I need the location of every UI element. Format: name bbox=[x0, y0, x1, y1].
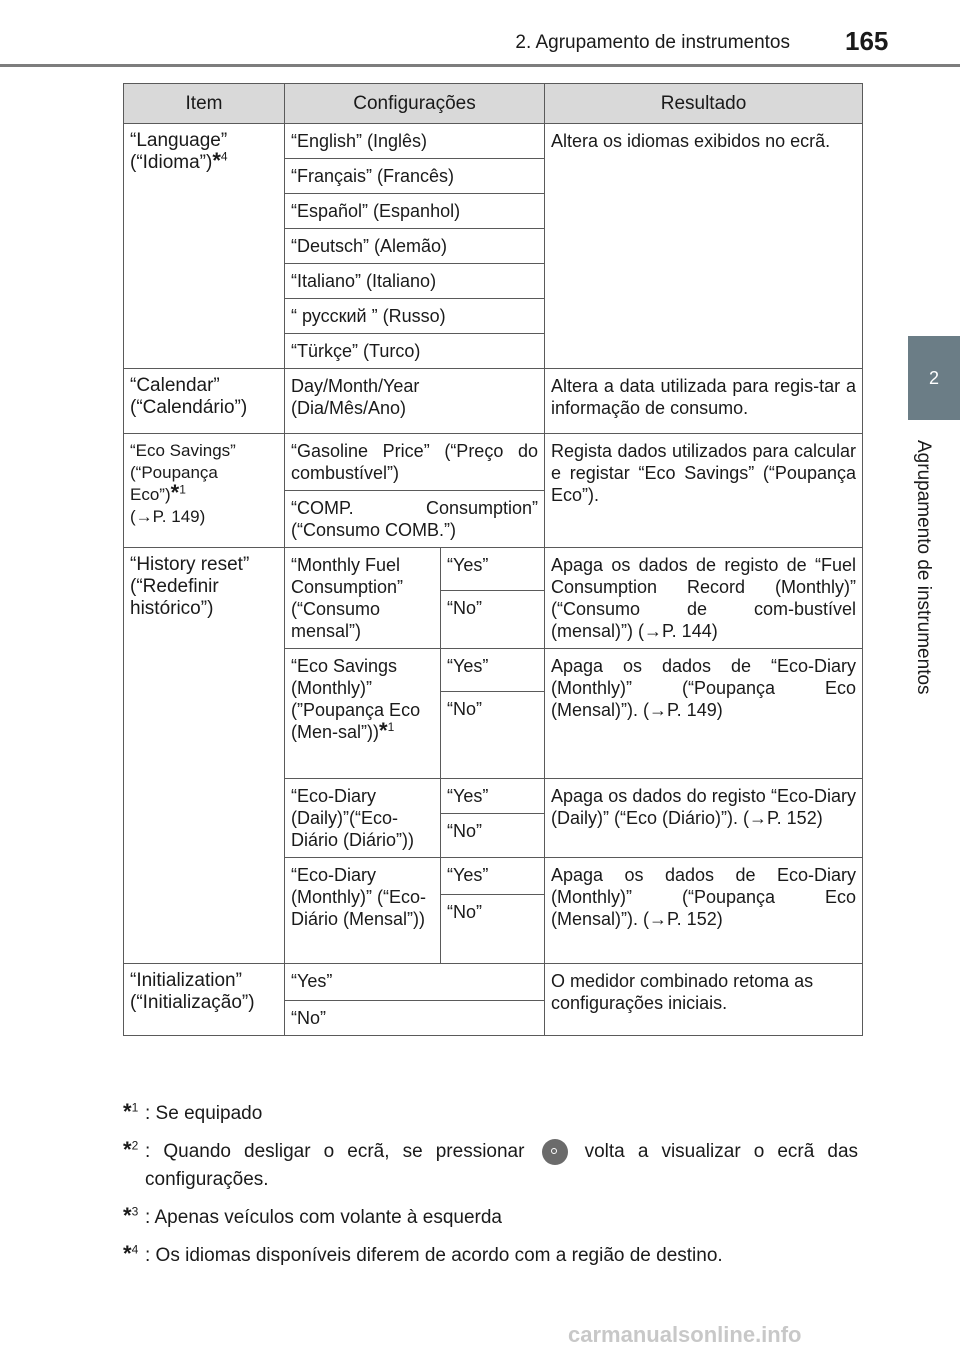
item-eco-savings bbox=[124, 434, 285, 548]
history-setting: “Monthly Fuel Consumption” (“Consumo mensal”) bbox=[285, 548, 441, 649]
language-option: “Türkçe” (Turco) bbox=[285, 334, 545, 369]
footnote-text: : Apenas veículos com volante à esquerda bbox=[145, 1207, 503, 1228]
display-button-icon bbox=[542, 1139, 568, 1165]
history-setting: “Eco-Diary (Monthly)” (“Eco-Diário (Mensal”)) bbox=[285, 858, 441, 964]
page-reference: (→P. 149) bbox=[130, 507, 206, 526]
item-history-reset: “History reset” (“Redefinir histórico”) bbox=[124, 548, 285, 964]
watermark: carmanualsonline.info bbox=[568, 1322, 802, 1347]
option-yes: “Yes” bbox=[441, 548, 545, 591]
chapter-label: Agrupamento de instrumentos bbox=[913, 440, 934, 695]
history-result: Apaga os dados do registo “Eco-Diary (Daily)” (“Eco (Diário)”). (→P. 152) bbox=[545, 779, 863, 858]
history-result: Apaga os dados de registo de “Fuel Consumption Record (Monthly)” (“Consumo de com-bustível (mensal)”) (→P. 144) bbox=[545, 548, 863, 649]
option-no: “No” bbox=[441, 814, 545, 858]
item-initialization: “Initialization” (“Initialização”) bbox=[124, 964, 285, 1036]
chapter-tab bbox=[908, 336, 960, 420]
result-initialization: O medidor combinado retoma as configurações iniciais. bbox=[545, 964, 863, 1036]
header-divider bbox=[0, 64, 960, 67]
footnote-marker: *$^2$ bbox=[123, 1137, 139, 1162]
footnote-marker: *$^1$ bbox=[123, 1099, 139, 1124]
table-row bbox=[124, 434, 863, 491]
option-no: “No” bbox=[441, 591, 545, 649]
table-header-row bbox=[124, 84, 863, 124]
eco-setting: “COMP. Consumption” (“Consumo COMB.”) bbox=[285, 491, 545, 548]
footnote-text: : Se equipado bbox=[145, 1103, 263, 1124]
page-number: 165 bbox=[845, 26, 889, 56]
chapter-number: 2 bbox=[928, 367, 939, 388]
footnote-asterisk: * bbox=[212, 148, 221, 173]
footnote-text: : Os idiomas disponíveis diferem de acordo com a região de destino. bbox=[145, 1245, 723, 1266]
running-header-title: 2. Agrupamento de instrumentos bbox=[515, 32, 790, 53]
item-language bbox=[124, 124, 285, 369]
settings-table bbox=[123, 83, 863, 1036]
footnote-asterisk: * bbox=[170, 480, 180, 505]
footnote-text: : Quando desligar o ecrã, se pressionar bbox=[145, 1141, 525, 1162]
footnote-number: 4 bbox=[220, 149, 228, 164]
setting-label: “Eco Savings (Monthly)” (”Poupança Eco (Men-sal”)) bbox=[291, 656, 421, 742]
language-option: “ русский ” (Russo) bbox=[285, 299, 545, 334]
history-result: Apaga os dados de “Eco-Diary (Monthly)” (“Poupança Eco (Mensal)”). (→P. 149) bbox=[545, 649, 863, 779]
option-yes: “Yes” bbox=[441, 779, 545, 814]
footnote-marker: *$^4$ bbox=[123, 1241, 139, 1266]
footnote-number: 1 bbox=[179, 482, 186, 497]
column-header-settings: Configurações bbox=[285, 84, 545, 124]
column-header-result: Resultado bbox=[545, 84, 863, 124]
history-setting bbox=[285, 649, 441, 779]
item-label: “Eco Savings” (“Poupança Eco”) bbox=[130, 441, 236, 504]
language-option: “Français” (Francês) bbox=[285, 159, 545, 194]
table-row bbox=[124, 124, 863, 159]
footnote-number: 1 bbox=[387, 720, 395, 734]
item-calendar: “Calendar” (“Calendário”) bbox=[124, 369, 285, 434]
calendar-setting: Day/Month/Year (Dia/Mês/Ano) bbox=[285, 369, 545, 434]
footnote-marker: *$^3$ bbox=[123, 1203, 139, 1228]
table-row bbox=[124, 369, 863, 434]
footnote-4 bbox=[123, 1242, 858, 1270]
history-result: Apaga os dados de Eco-Diary (Monthly)” (“Poupança Eco (Mensal)”). (→P. 152) bbox=[545, 858, 863, 964]
option-yes: “Yes” bbox=[285, 964, 545, 1001]
language-option: “Español” (Espanhol) bbox=[285, 194, 545, 229]
footnote-2 bbox=[123, 1138, 858, 1194]
column-header-item: Item bbox=[124, 84, 285, 124]
table-row bbox=[124, 964, 863, 1001]
option-no: “No” bbox=[441, 895, 545, 964]
result-eco-savings: Regista dados utilizados para calcular e registar “Eco Savings” (“Poupança Eco”). bbox=[545, 434, 863, 548]
option-no: “No” bbox=[441, 692, 545, 779]
option-yes: “Yes” bbox=[441, 649, 545, 692]
footnote-3 bbox=[123, 1204, 858, 1232]
item-label: “Language” (“Idioma”) bbox=[130, 130, 228, 173]
result-calendar: Altera a data utilizada para regis-tar a informação de consumo. bbox=[545, 369, 863, 434]
option-no: “No” bbox=[285, 1001, 545, 1036]
eco-setting: “Gasoline Price” (“Preço do combustível”) bbox=[285, 434, 545, 491]
footnote-text-continued: volta a visualizar o ecrã das configurações. bbox=[145, 1141, 859, 1190]
footnote-1 bbox=[123, 1100, 858, 1128]
option-yes: “Yes” bbox=[441, 858, 545, 895]
language-option: “English” (Inglês) bbox=[285, 124, 545, 159]
footnotes bbox=[123, 1100, 858, 1280]
table-row bbox=[124, 548, 863, 591]
language-option: “Deutsch” (Alemão) bbox=[285, 229, 545, 264]
result-language: Altera os idiomas exibidos no ecrã. bbox=[545, 124, 863, 369]
language-option: “Italiano” (Italiano) bbox=[285, 264, 545, 299]
history-setting: “Eco-Diary (Daily)”(“Eco-Diário (Diário”)) bbox=[285, 779, 441, 858]
footnote-asterisk: * bbox=[379, 718, 388, 743]
